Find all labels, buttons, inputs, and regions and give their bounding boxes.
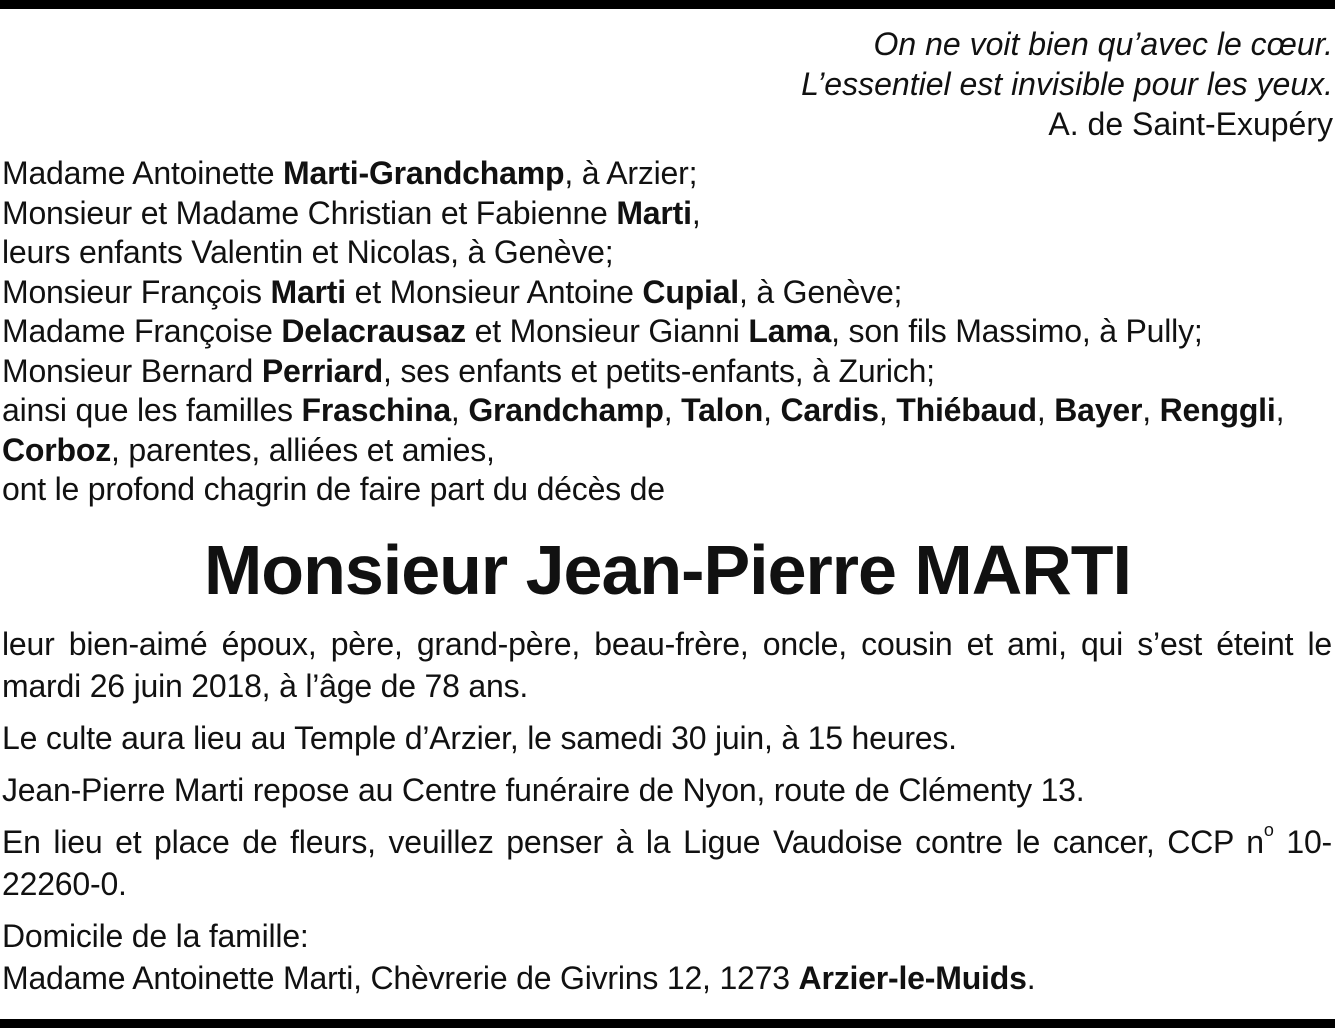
family-name: Cupial — [642, 273, 739, 310]
epigraph-quote — [801, 24, 1333, 144]
family-name: Marti — [270, 273, 346, 310]
separator: , — [450, 392, 469, 428]
domicile-paragraph — [2, 915, 1332, 999]
family-name: Delacrausaz — [281, 313, 466, 349]
family-announcement — [2, 154, 1332, 510]
top-rule — [0, 0, 1335, 9]
family-name: Lama — [748, 313, 832, 349]
quote-line-2: L’essentiel est invisible pour les yeux. — [801, 66, 1333, 102]
separator: , — [878, 392, 897, 428]
tribute-paragraph: leur bien-aimé époux, père, grand-père, beau-frère, oncle, cousin et ami, qui s’est éteint le mardi 26 juin 2018, à l’âge de 78 ans. — [2, 626, 1332, 704]
donation-paragraph — [2, 821, 1332, 905]
locality: Arzier-le-Muids — [798, 960, 1027, 996]
text: , à Arzier; — [564, 155, 698, 191]
family-name: Corboz — [2, 431, 112, 468]
separator: , — [1036, 392, 1055, 428]
quote-author: A. de Saint-Exupéry — [1048, 106, 1333, 142]
domicile-label: Domicile de la famille: — [2, 918, 309, 954]
family-line — [2, 312, 1332, 352]
text: Madame Antoinette Marti, Chèvrerie de Givrins 12, 1273 — [2, 960, 799, 996]
text: et Monsieur Gianni — [465, 313, 749, 349]
text: . — [1026, 960, 1036, 996]
separator: , — [763, 392, 781, 428]
bottom-rule — [0, 1019, 1335, 1028]
service-paragraph: Le culte aura lieu au Temple d’Arzier, le samedi 30 juin, à 15 heures. — [2, 720, 957, 756]
text: Monsieur et Madame Christian et Fabienne — [2, 194, 617, 231]
family-name: Perriard — [261, 352, 383, 389]
text: , ses enfants et petits-enfants, à Zurich; — [382, 352, 935, 389]
family-line — [2, 273, 1332, 313]
family-line — [2, 431, 1332, 471]
family-line — [2, 194, 1332, 234]
family-name: Renggli — [1159, 392, 1276, 428]
text: 10-22260-0. — [2, 824, 1332, 902]
repose-paragraph: Jean-Pierre Marti repose au Centre funéraire de Nyon, route de Clémenty 13. — [2, 772, 1085, 808]
family-line: ainsi que les familles Fraschina, Grandchamp, Talon, Cardis, Thiébaud, Bayer, Renggli, — [2, 392, 1285, 428]
text: Monsieur François — [2, 273, 271, 310]
notice-body — [2, 623, 1332, 1009]
announcement-line: ont le profond chagrin de faire part du décès de — [2, 471, 665, 507]
text: En lieu et place de fleurs, veuillez penser à la Ligue Vaudoise contre le cancer, CCP n — [2, 824, 1264, 860]
text: , — [691, 194, 701, 231]
text: Monsieur Bernard — [2, 352, 262, 389]
separator: , — [663, 392, 682, 428]
family-name: Grandchamp — [468, 392, 664, 428]
family-name: Marti-Grandchamp — [283, 155, 565, 191]
text: , à Genève; — [739, 273, 903, 310]
text: , parentes, alliées et amies, — [111, 431, 495, 468]
superscript: o — [1263, 820, 1274, 840]
text: ainsi que les familles — [2, 392, 302, 428]
family-name: Thiébaud — [896, 392, 1037, 428]
separator: , — [1142, 392, 1160, 428]
family-name: Marti — [616, 194, 692, 231]
family-name: Cardis — [780, 392, 879, 428]
quote-line-1: On ne voit bien qu’avec le cœur. — [873, 26, 1333, 62]
text: Madame Françoise — [2, 313, 282, 349]
family-line: leurs enfants Valentin et Nicolas, à Genève; — [2, 234, 614, 270]
family-name: Fraschina — [301, 392, 451, 428]
deceased-name: Monsieur Jean-Pierre MARTI — [204, 531, 1131, 609]
text: , son fils Massimo, à Pully; — [831, 313, 1203, 349]
family-name: Bayer — [1054, 392, 1143, 428]
family-line — [2, 154, 1332, 194]
family-line — [2, 352, 1332, 392]
text: Madame Antoinette — [2, 155, 284, 191]
text: et Monsieur Antoine — [345, 273, 643, 310]
family-name: Talon — [681, 392, 764, 428]
